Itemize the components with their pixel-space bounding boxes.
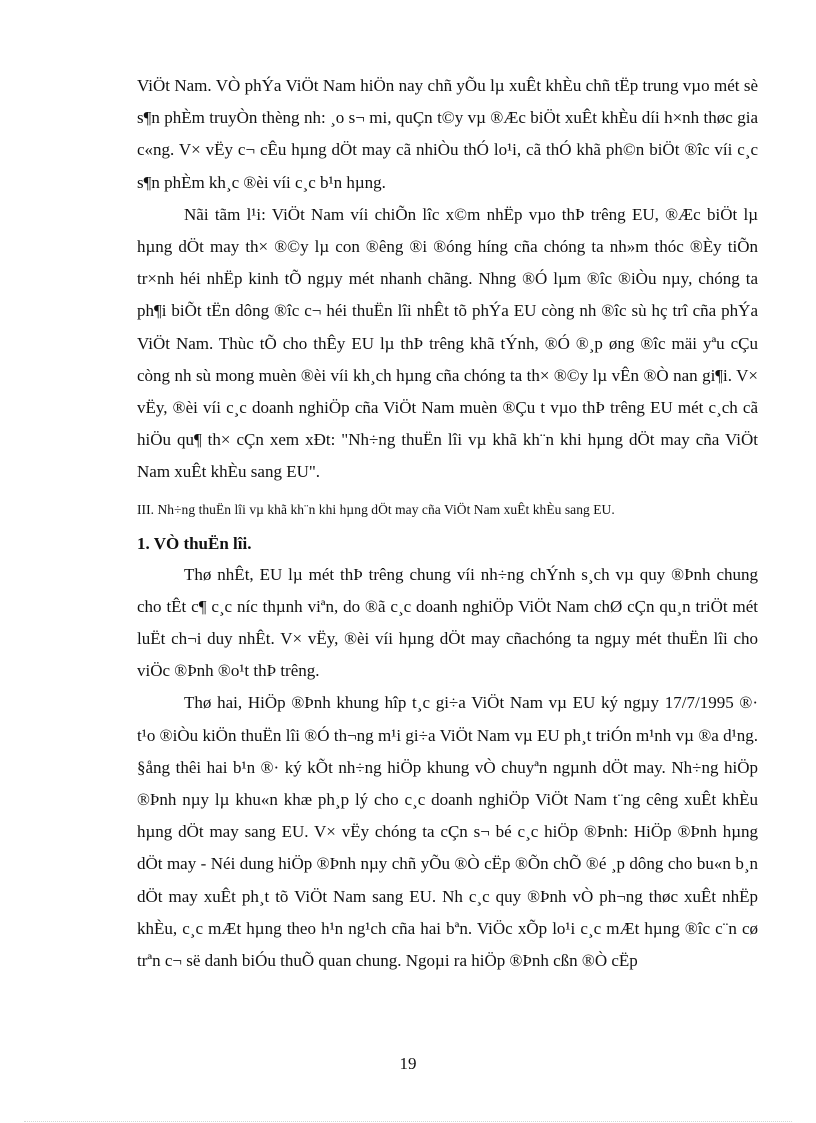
subheading-advantages: 1. VÒ thuËn lîi.: [137, 533, 252, 553]
paragraph-1: ViÖt Nam. VÒ phÝa ViÖt Nam hiÖn nay chñ yÕu lµ xuÊt khÈu chñ tËp trung vµo mét sè s¶n phÈm truyÒn thèng nh: ¸o s¬ mi, quÇn t©y vµ ®Æc biÖt xuÊt khÈu díi h×nh thøc gia c«ng. V× vËy c¬ cÊu hµng dÖt may cã nhiÒu thÓ lo¹i, cã thÓ khã ph©n biÖt ®îc víi c¸c s¶n phÈm kh¸c ®èi víi c¸c b¹n hµng.: [137, 76, 758, 192]
page-number: 19: [399, 1054, 417, 1073]
section-heading: III. Nh÷ng thuËn lîi vµ khã kh¨n khi hµng dÖt may cña ViÖt Nam xuÊt khÈu sang EU.: [137, 501, 615, 517]
page-bottom-divider: [24, 1121, 792, 1122]
document-body: [137, 70, 758, 977]
paragraph-2: Nãi tãm l¹i: ViÖt Nam víi chiÕn lîc x©m nhËp vµo thÞ trêng EU, ®Æc biÖt lµ hµng dÖt may th× ®©y lµ con ®êng ®i ®óng híng cña chóng ta nh»m thóc ®Èy tiÕn tr×nh héi nhËp kinh tÕ ngµy mét nhanh chãng. Nhng ®Ó lµm ®îc ®iÒu nµy, chóng ta ph¶i biÕt tËn dông ®îc c¬ héi thuËn lîi nhÊt tõ phÝa EU còng nh ®îc sù hç trî cña phÝa ViÖt Nam. Thùc tÕ cho thÊy EU lµ thÞ trêng khã tÝnh, ®Ó ®¸p øng ®îc mäi yªu cÇu còng nh sù mong muèn ®èi víi kh¸ch hµng cña chóng ta th× ®©y lµ vÊn ®Ò nan gi¶i. V× vËy, ®èi víi c¸c doanh nghiÖp cña ViÖt Nam muèn ®Çu t vµo thÞ trêng EU mét c¸ch cã hiÖu qu¶ th× cÇn xem xÐt: "Nh÷ng thuËn lîi vµ khã kh¨n khi hµng dÖt may cña ViÖt Nam xuÊt khÈu sang EU".: [137, 204, 758, 482]
paragraph-3: Thø nhÊt, EU lµ mét thÞ trêng chung víi nh÷ng chÝnh s¸ch vµ quy ®Þnh chung cho tÊt c¶ c¸c níc thµnh viªn, do ®ã c¸c doanh nghiÖp ViÖt Nam chØ cÇn qu¸n triÖt mét luËt ch¬i duy nhÊt. V× vËy, ®èi víi hµng dÖt may cñachóng ta ngµy mét thuËn lîi cho viÖc ®Þnh ®o¹t thÞ trêng.: [137, 564, 758, 681]
paragraph-4: Thø hai, HiÖp ®Þnh khung hîp t¸c gi÷a ViÖt Nam vµ EU ký ngµy 17/7/1995 ®· t¹o ®iÒu kiÖn thuËn lîi ®Ó th¬ng m¹i gi÷a ViÖt Nam vµ EU ph¸t triÓn m¹nh vµ ®a d¹ng. §ång thêi hai b¹n ®· ký kÕt nh÷ng hiÖp khung vÒ chuyªn ngµnh dÖt may. Nh÷ng hiÖp ®Þnh nµy lµ khu«n khæ ph¸p lý cho c¸c doanh nghiÖp ViÖt Nam t¨ng cêng xuÊt khÈu hµng dÖt may sang EU. V× vËy chóng ta cÇn s¬ bé c¸c hiÖp ®Þnh: HiÖp ®Þnh hµng dÖt may - Néi dung hiÖp ®Þnh nµy chñ yÕu ®Ò cËp ®Õn chÕ ®é ¸p dông cho bu«n b¸n dÖt may xuÊt ph¸t tõ ViÖt Nam sang EU. Nh c¸c quy ®Þnh vÒ ph¬ng thøc xuÊt nhËp khÈu, c¸c mÆt hµng theo h¹n ng¹ch cña hai bªn. ViÖc xÕp lo¹i c¸c mÆt hµng ®îc c¨n cø trªn c¬ së danh biÓu thuÕ quan chung. Ngoµi ra hiÖp ®Þnh cßn ®Ò cËp: [137, 693, 758, 971]
